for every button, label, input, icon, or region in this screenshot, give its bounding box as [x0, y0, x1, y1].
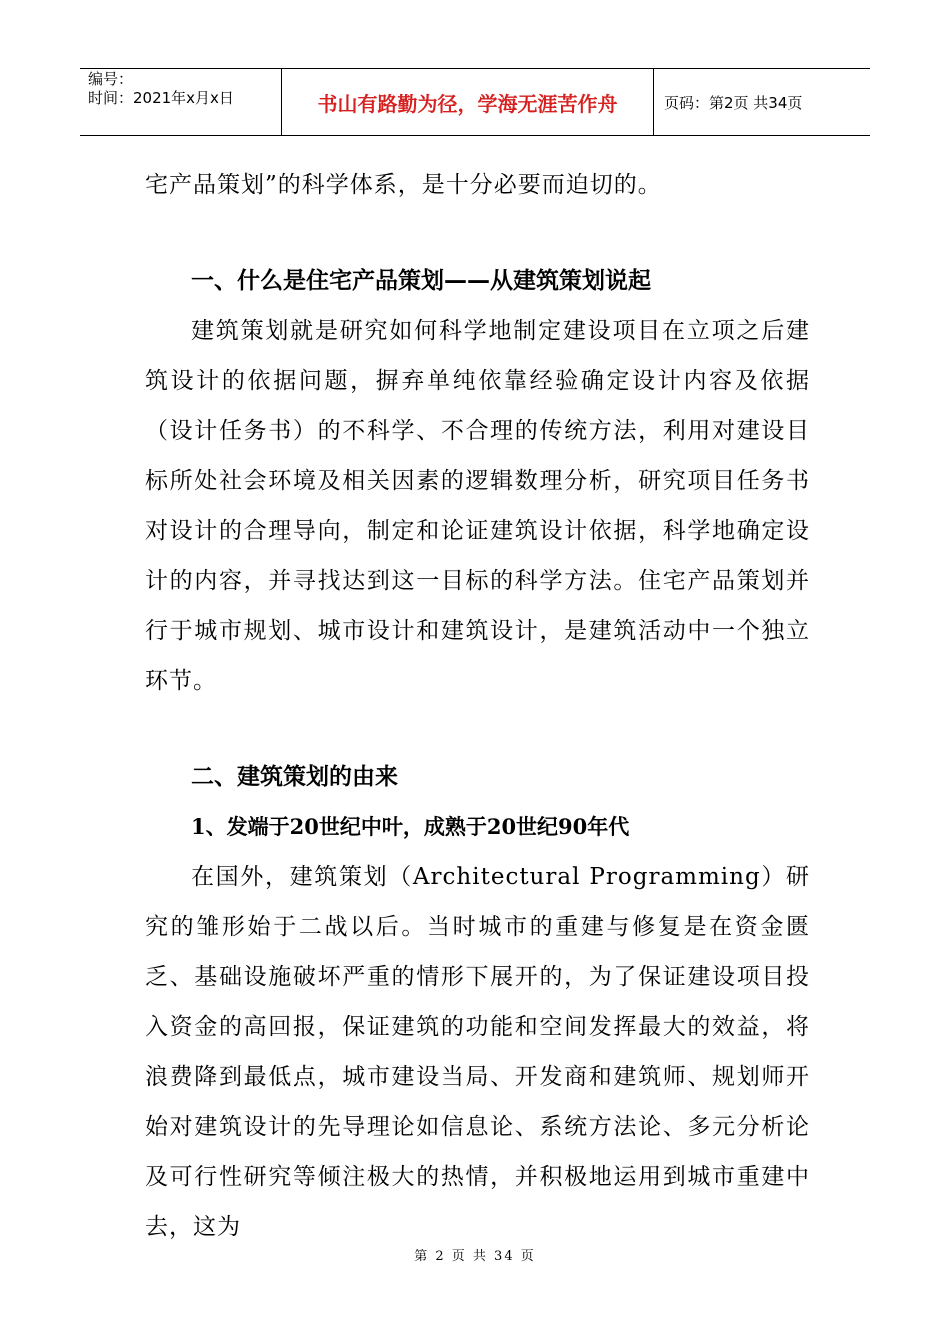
- header-page-number: 页码：第2页 共34页: [664, 93, 803, 112]
- section-1-heading: 一、什么是住宅产品策划——从建筑策划说起: [191, 268, 651, 294]
- document-body: [145, 160, 810, 1252]
- header-motto: 书山有路勤为径，学海无涯苦作舟: [282, 69, 654, 135]
- section-1-paragraph: 建筑策划就是研究如何科学地制定建设项目在立项之后建筑设计的依据问题，摒弃单纯依靠经验确定设计内容及依据（设计任务书）的不科学、不合理的传统方法，利用对建设目标所处社会环境及相关因素的逻辑数理分析，研究项目任务书对设计的合理导向，制定和论证建筑设计依据，科学地确定设计的内容，并寻找达到这一目标的科学方法。住宅产品策划并行于城市规划、城市设计和建筑设计，是建筑活动中一个独立环节。: [145, 318, 810, 694]
- document-number-label: 编号：: [88, 70, 134, 88]
- section-2-heading: 二、建筑策划的由来: [191, 764, 398, 790]
- subsection-1-paragraph: 在国外，建筑策划（Architectural Programming）研究的雏形始于二战以后。当时城市的重建与修复是在资金匮乏、基础设施破坏严重的情形下展开的，为了保证建设项目投入资金的高回报，保证建筑的功能和空间发挥最大的效益，将浪费降到最低点，城市建设当局、开发商和建筑师、规划师开始对建筑设计的先导理论如信息论、系统方法论、多元分析论及可行性研究等倾注极大的热情，并积极地运用到城市重建中去，这为: [145, 864, 810, 1240]
- page-footer: 第 2 页 共 34 页: [414, 1249, 536, 1264]
- intro-paragraph: 宅产品策划”的科学体系，是十分必要而迫切的。: [145, 172, 662, 198]
- header-meta: [80, 69, 282, 135]
- subsection-1-heading: 1、发端于20世纪中叶，成熟于20世纪90年代: [191, 814, 630, 839]
- page-header: [80, 68, 870, 136]
- document-date-label: 时间：2021年x月x日: [88, 89, 234, 107]
